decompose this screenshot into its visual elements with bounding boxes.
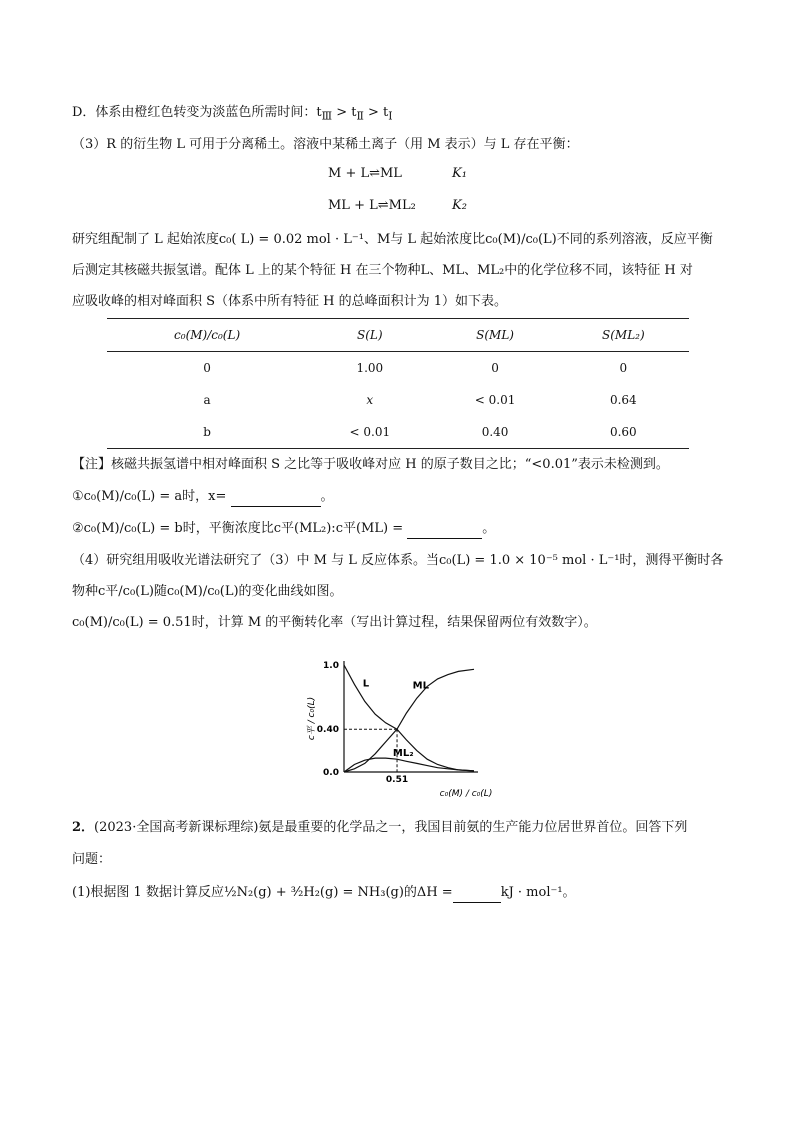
table-note: 【注】核磁共振氢谱中相对峰面积 S 之比等于吸收峰对应 H 的原子数目之比；“<0.01”表示未检测到。: [72, 457, 669, 472]
y-tick-label: 1.0: [323, 661, 339, 671]
q4-line-2: 物种c平/c₀(L)随c₀(M)/c₀(L)的变化曲线如图。: [72, 584, 343, 599]
question-a-text: ①c₀(M)/c₀(L) = a时，x=: [72, 489, 227, 504]
q4-line-1: （4）研究组用吸收光谱法研究了（3）中 M 与 L 反应体系。当c₀(L) = 1.0 × 10⁻⁵ mol · L⁻¹时，测得平衡时各: [72, 553, 724, 568]
q2-text-1: (2023·全国高考新课标理综)氨是最重要的化学品之一，我国目前氨的生产能力位居世界首位。回答下列: [94, 820, 688, 835]
q4-line-3: c₀(M)/c₀(L) = 0.51时，计算 M 的平衡转化率（写出计算过程，结果保留两位有效数字）。: [72, 615, 597, 630]
q2-line-3: [72, 883, 576, 903]
question-b: [72, 519, 495, 539]
option-d-text: D．体系由橙红色转变为淡蓝色所需时间：t: [72, 105, 322, 120]
question-b-text: ②c₀(M)/c₀(L) = b时，平衡浓度比c平(ML₂):c平(ML) =: [72, 521, 404, 536]
q2-text-3b: N₂(g) +: [236, 885, 291, 900]
table-cell: 0.64: [609, 393, 637, 407]
equation-2: ML + L⇌ML₂: [328, 198, 416, 213]
concentration-chart: [300, 652, 500, 802]
x-tick-label: 0.51: [385, 775, 409, 785]
equation-1: M + L⇌ML: [328, 166, 402, 181]
q2-text-3a: (1)根据图 1 数据计算反应: [72, 885, 224, 900]
series-label: ML₂: [392, 747, 414, 759]
answer-blank-b[interactable]: [407, 524, 482, 539]
nmr-table: [107, 318, 689, 449]
paragraph-line-1: 研究组配制了 L 起始浓度c₀( L) = 0.02 mol · L⁻¹、M与 L 起始浓度比c₀(M)/c₀(L)不同的系列溶液，反应平衡: [72, 232, 713, 247]
q2-line-2: 问题：: [72, 852, 112, 867]
gt-1: > t: [332, 105, 357, 120]
q2-number: 2．: [72, 820, 95, 835]
table-cell: b: [203, 425, 211, 439]
q2-line-1: [72, 818, 687, 838]
option-d-line: [72, 103, 393, 127]
table-cell: 0: [619, 361, 628, 375]
y-tick-label: 0.40: [316, 725, 339, 736]
answer-blank-dh[interactable]: [453, 888, 501, 903]
series-label: L: [362, 678, 370, 690]
answer-blank-a[interactable]: [231, 492, 321, 507]
table-cell: 0: [203, 361, 211, 375]
paragraph-line-3: 应吸收峰的相对峰面积 S（体系中所有特征 H 的总峰面积计为 1）如下表。: [72, 294, 508, 309]
table-cell: 0: [491, 361, 499, 375]
question-a-end: 。: [320, 489, 334, 504]
table-cell: x: [366, 393, 374, 407]
table-cell: < 0.01: [349, 425, 391, 439]
y-tick-label: 0.0: [323, 768, 339, 778]
table-header: S(ML): [476, 328, 514, 342]
question-b-end: 。: [482, 521, 496, 536]
q2-text-3d: kJ · mol⁻¹。: [500, 885, 576, 900]
table-header-row: [107, 319, 689, 352]
paragraph-line-2: 后测定其核磁共振氢谱。配体 L 上的某个特征 H 在三个物种L、ML、ML₂中的化学位移不同，该特征 H 对: [72, 263, 693, 278]
table-cell: 0.60: [609, 425, 637, 439]
q3-intro: （3）R 的衍生物 L 可用于分离稀土。溶液中某稀土离子（用 M 表示）与 L 存在平衡：: [72, 137, 579, 152]
table-row: [107, 416, 689, 449]
t-sub-2: Ⅱ: [356, 109, 364, 123]
table-header: S(ML₂): [602, 328, 645, 342]
table-header: S(L): [357, 328, 383, 342]
y-axis-label: c平 / c₀(L): [307, 696, 317, 741]
series-line-2: [344, 758, 474, 772]
t-sub-3: Ⅲ: [321, 109, 333, 123]
question-a: [72, 487, 334, 507]
table-cell: a: [203, 393, 211, 407]
fraction-three-halves: ³⁄₂: [290, 885, 304, 900]
gt-2: > t: [363, 105, 389, 120]
table-cell: < 0.01: [474, 393, 516, 407]
table-row: [107, 384, 689, 416]
table-row: [107, 352, 689, 385]
table-header: c₀(M)/c₀(L): [174, 328, 241, 342]
q2-text-3c: H₂(g) = NH₃(g)的ΔH =: [303, 885, 453, 900]
t-sub-1: Ⅰ: [388, 109, 393, 123]
fraction-half: ½: [223, 885, 237, 900]
equation-2-k: K₂: [452, 198, 467, 213]
table-cell: 1.00: [356, 361, 384, 375]
equation-1-k: K₁: [452, 166, 467, 181]
table-cell: 0.40: [481, 425, 509, 439]
series-label: ML: [412, 680, 429, 692]
x-axis-label: c₀(M) / c₀(L): [439, 789, 493, 799]
